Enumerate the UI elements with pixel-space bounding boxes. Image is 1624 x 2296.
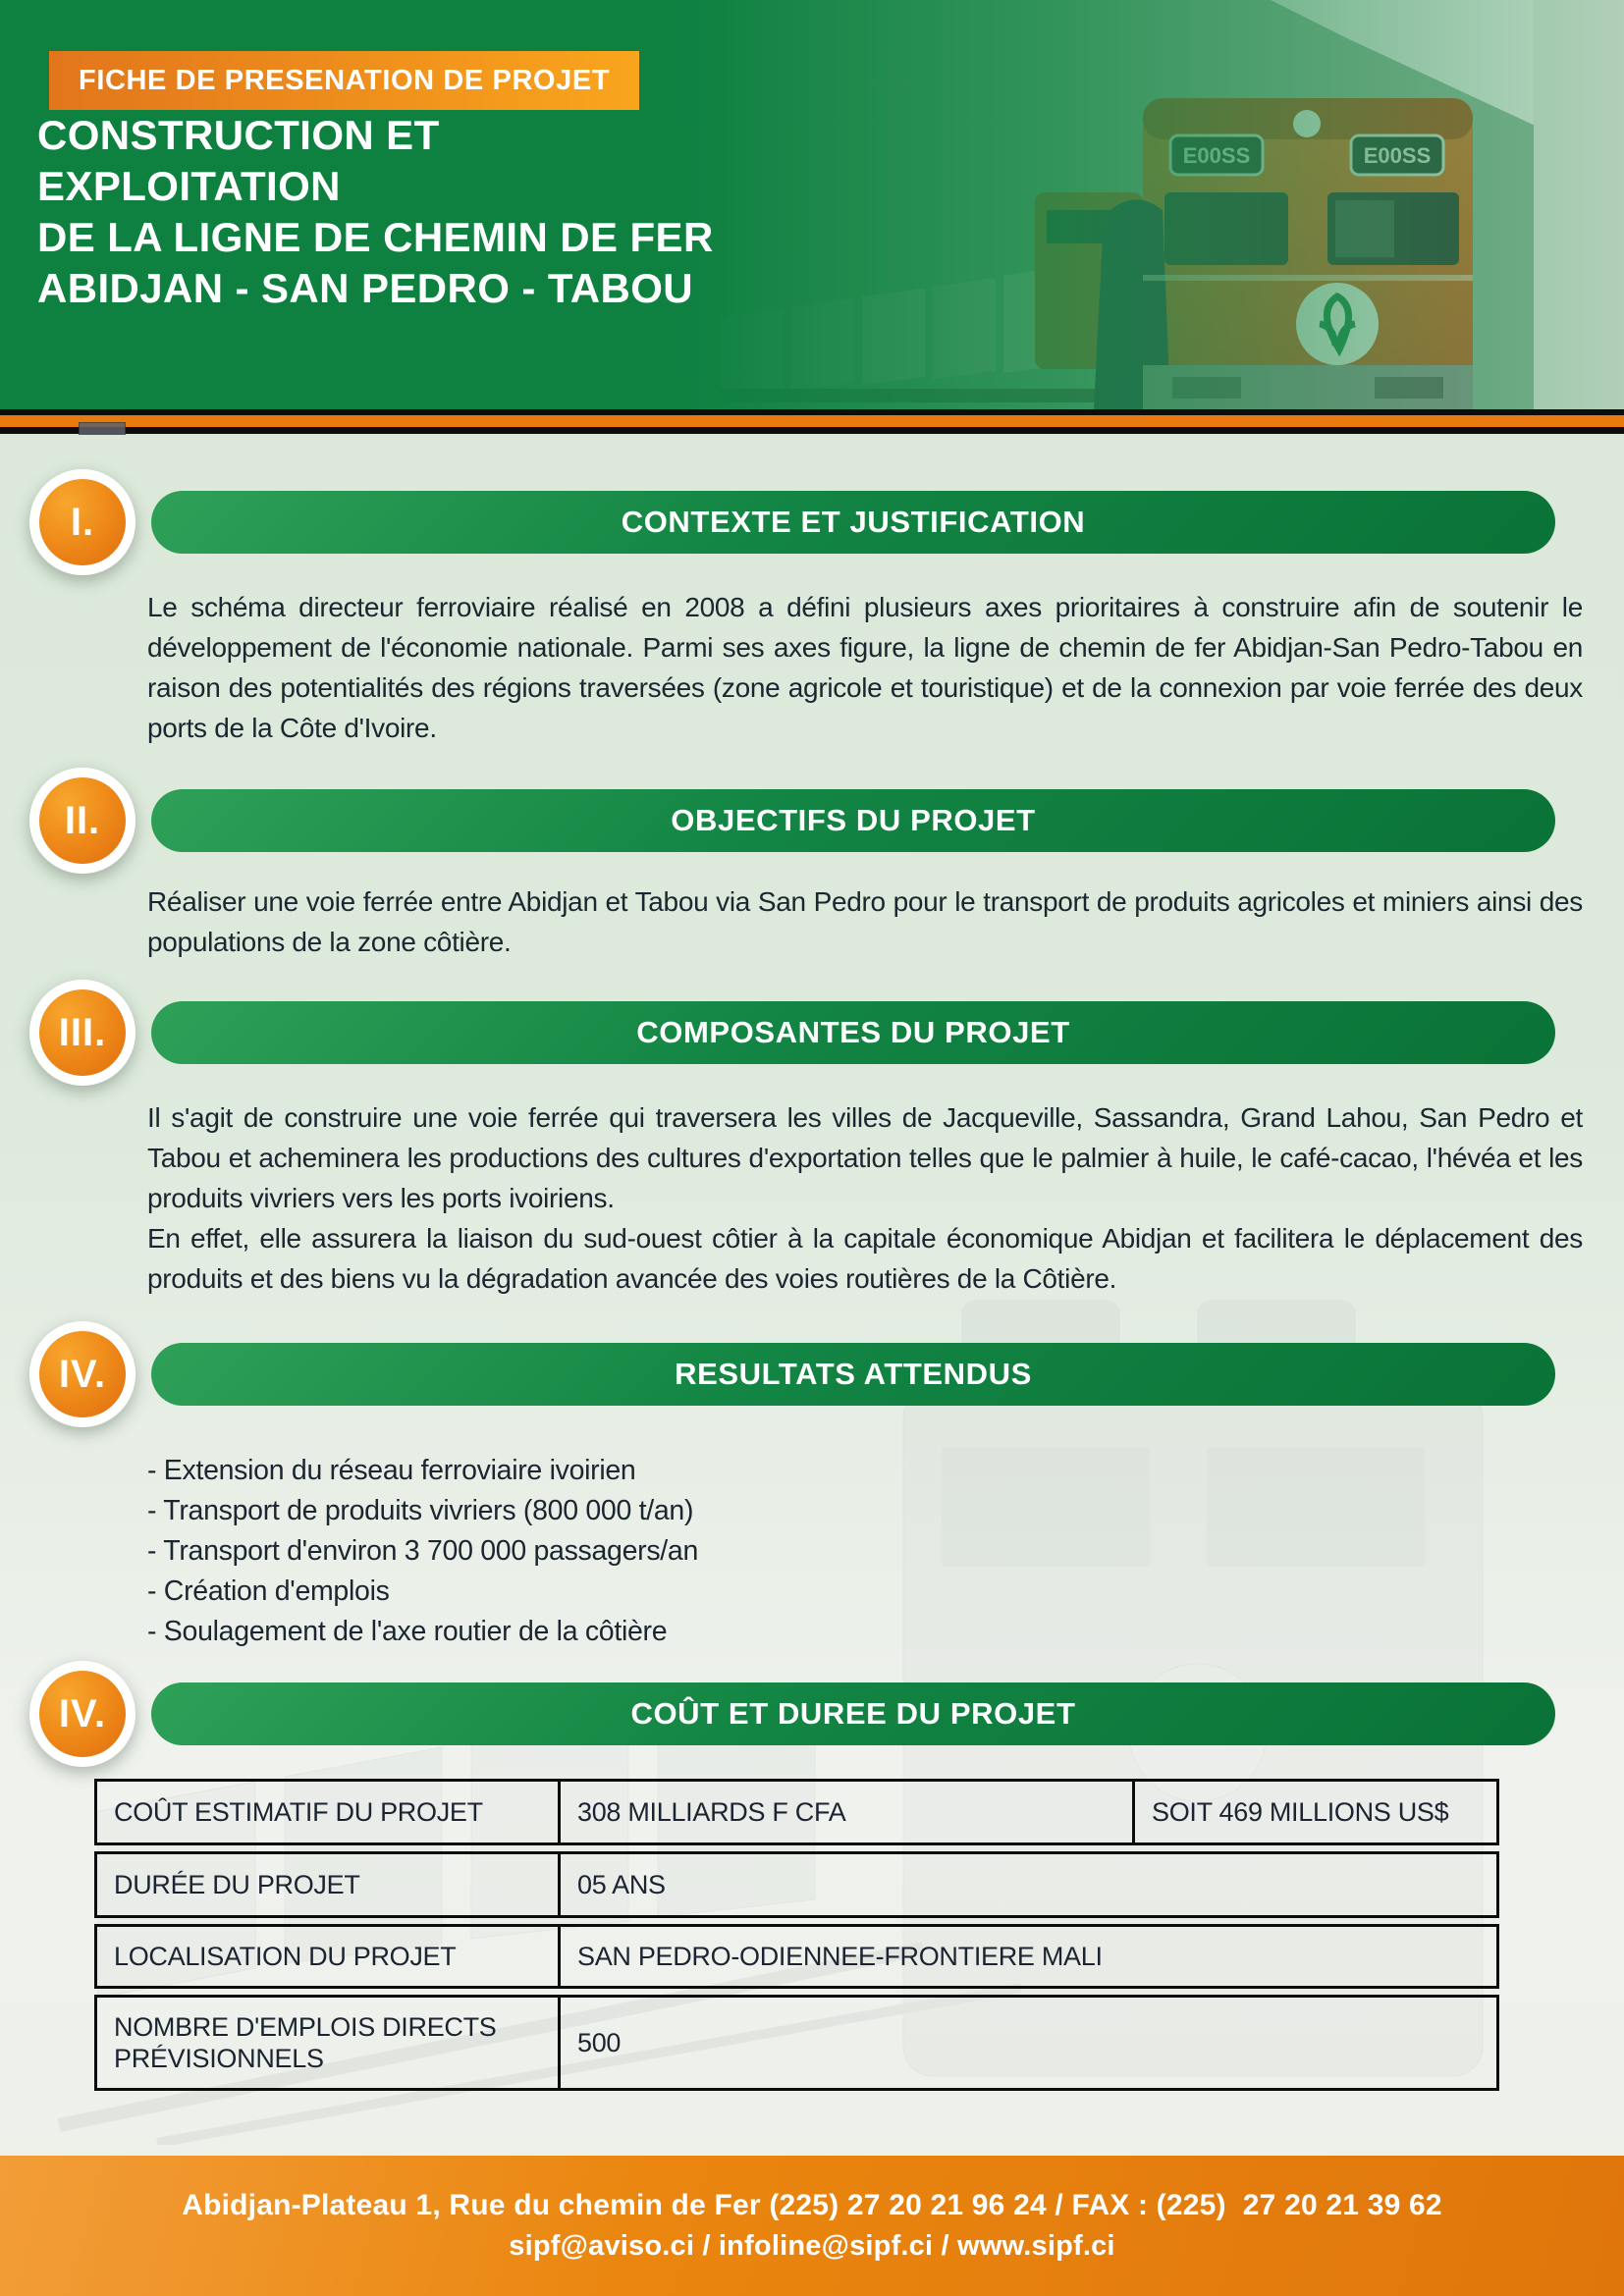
section-4-numeral-badge [29,1321,135,1427]
title-line-3: ABIDJAN - SAN PEDRO - TABOU [37,265,694,311]
section-3-heading-pill: COMPOSANTES DU PROJET [151,1001,1555,1064]
bullet-item: - Transport d'environ 3 700 000 passagers/an [147,1535,699,1567]
row-label-cell: COÛT ESTIMATIF DU PROJET [114,1797,483,1827]
divider-orange [0,415,1624,427]
scan-artifact [79,422,126,435]
header-badge: FICHE DE PRESENATION DE PROJET [49,51,639,110]
bullet-item: - Extension du réseau ferroviaire ivoirien [147,1455,636,1486]
page-title [37,110,725,314]
section-1-header-row [29,469,1555,575]
section-5-numeral: IV. [39,1671,126,1757]
row-label-cell: NOMBRE D'EMPLOIS DIRECTS PRÉVISIONNELS [114,2012,497,2073]
header-train-photo [681,0,1624,409]
table-row [94,1851,1499,1918]
section-3-header-row [29,980,1555,1086]
row-label-cell: DURÉE DU PROJET [114,1870,360,1899]
row-value-cell: SAN PEDRO-ODIENNEE-FRONTIERE MALI [558,1927,1132,1986]
table-row [94,1924,1499,1989]
header-banner [0,0,1624,409]
footer-contact-bar [0,2156,1624,2296]
section-4-heading-pill: RESULTATS ATTENDUS [151,1343,1555,1406]
divider-black-bottom [0,427,1624,434]
bullet-item: - Création d'emplois [147,1575,390,1607]
section-3-numeral-badge [29,980,135,1086]
section-2-header-row [29,768,1555,874]
paragraph: En effet, elle assurera la liaison du sud-ouest côtier à la capitale économique Abidjan et facilitera le déplacement des produits et des biens vu la dégradation avancée des voies routières de la Côtière. [147,1223,1583,1294]
section-2-numeral-badge [29,768,135,874]
row-label-cell: LOCALISATION DU PROJET [114,1942,457,1971]
table-row [94,1779,1499,1845]
row-extra-cell: SOIT 469 MILLIONS US$ [1132,1782,1496,1842]
section-1-paragraphs [147,587,1583,748]
green-overlay [681,0,1624,409]
section-2-paragraphs [147,881,1583,962]
footer-emails-website: sipf@aviso.ci / infoline@sipf.ci / www.sipf.ci [509,2230,1115,2262]
row-value-cell: 308 MILLIARDS F CFA [558,1782,1132,1842]
section-5-header-row [29,1661,1555,1767]
section-5-heading-pill: COÛT ET DUREE DU PROJET [151,1682,1555,1745]
section-5-numeral-badge [29,1661,135,1767]
footer-address-phone: Abidjan-Plateau 1, Rue du chemin de Fer (225) 27 20 21 96 24 / FAX : (225) 27 20 21 39 62 [182,2189,1442,2221]
table-row [94,1995,1499,2091]
results-bullet-list [147,1451,1424,1652]
bullet-item: - Transport de produits vivriers (800 000 t/an) [147,1495,694,1526]
section-1-heading-pill: CONTEXTE ET JUSTIFICATION [151,491,1555,554]
project-cost-table [94,1779,1499,2097]
section-4-header-row [29,1321,1555,1427]
section-2-heading-pill: OBJECTIFS DU PROJET [151,789,1555,852]
section-3-numeral: III. [39,989,126,1076]
title-line-1: CONSTRUCTION ET EXPLOITATION [37,112,440,209]
paragraph: Le schéma directeur ferroviaire réalisé en 2008 a défini plusieurs axes prioritaires à construire afin de soutenir le développement de l'économie nationale. Parmi ses axes figure, la ligne de chemin de fer Abidjan-San Pedro-Tabou en raison des potentialités des régions traversées (zone agricole et touristique) et de la connexion par voie ferrée des deux ports de la Côte d'Ivoire. [147,592,1583,743]
bullet-item: - Soulagement de l'axe routier de la côtière [147,1616,668,1647]
row-value-cell: 05 ANS [558,1854,1132,1915]
section-4-numeral: IV. [39,1331,126,1417]
paragraph: Il s'agit de construire une voie ferrée qui traversera les villes de Jacqueville, Sassandra, Grand Lahou, San Pedro et Tabou et acheminera les productions des cultures d'exportation telles que le palmier à huile, le café-cacao, l'hévéa et les produits vivriers vers les ports ivoiriens. [147,1102,1583,1213]
section-2-numeral: II. [39,777,126,864]
title-line-2: DE LA LIGNE DE CHEMIN DE FER [37,214,714,260]
section-1-numeral-badge [29,469,135,575]
row-value-cell: 500 [558,1998,1132,2088]
section-1-numeral: I. [39,479,126,565]
paragraph: Réaliser une voie ferrée entre Abidjan et Tabou via San Pedro pour le transport de produits agricoles et miniers ainsi des populations de la zone côtière. [147,886,1583,957]
section-3-paragraphs [147,1097,1583,1299]
